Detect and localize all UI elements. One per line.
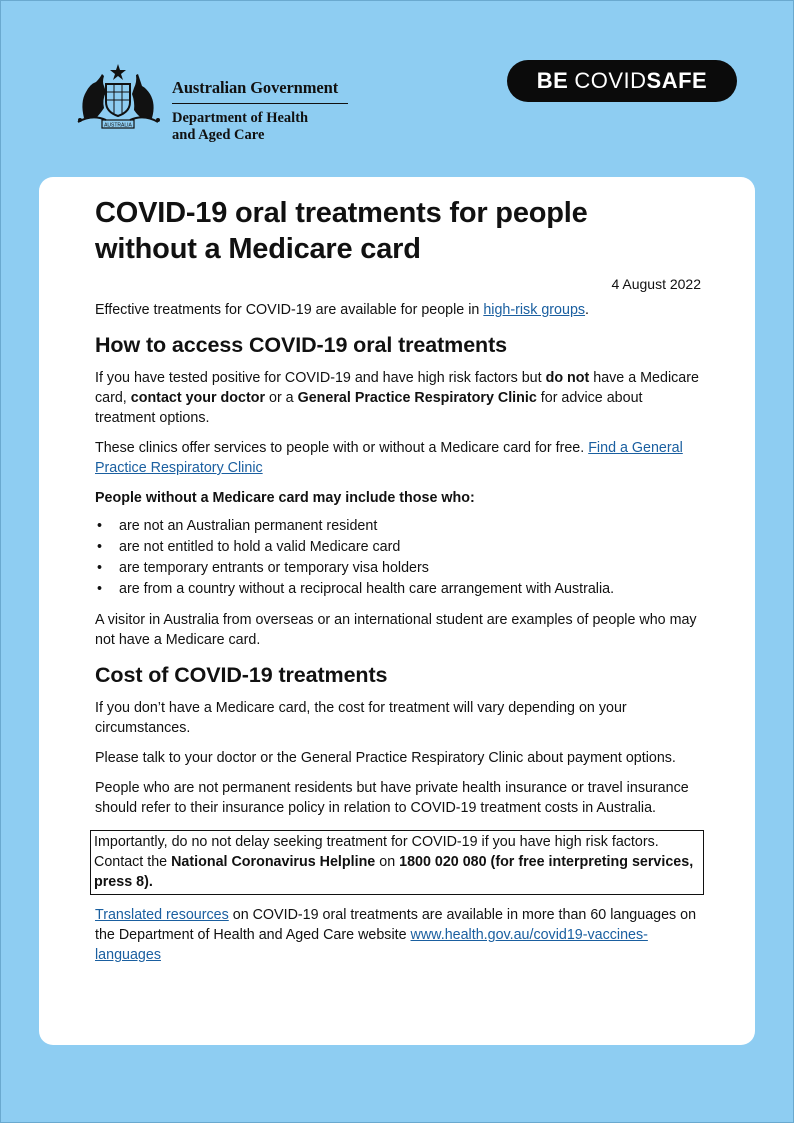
box-bold-phone: 1800 020 080 (for free interpreting services, press 8). bbox=[94, 854, 694, 890]
list-item-text: are from a country without a reciprocal health care arrangement with Australia. bbox=[119, 581, 615, 597]
document-body bbox=[95, 195, 701, 965]
insurance-paragraph: People who are not permanent residents but have private health insurance or travel insurance should refer to their insurance policy in relation to COVID-19 treatment costs in Australia. bbox=[95, 780, 689, 816]
intro-text: Effective treatments for COVID-19 are available for people in bbox=[95, 302, 484, 318]
list-item bbox=[95, 558, 701, 579]
australian-government-logo bbox=[72, 62, 362, 143]
title-line-2: without a Medicare card bbox=[95, 233, 421, 265]
intro-paragraph bbox=[95, 300, 701, 320]
section-heading-cost: Cost of COVID-19 treatments bbox=[95, 663, 388, 687]
list-item bbox=[95, 579, 701, 600]
translated-resources-link[interactable]: Translated resources bbox=[95, 907, 229, 923]
list-item-text: are not an Australian permanent resident bbox=[119, 518, 378, 534]
payment-paragraph: Please talk to your doctor or the General Practice Respiratory Clinic about payment options. bbox=[95, 750, 676, 766]
p1-text-a: If you have tested positive for COVID-19 and have high risk factors but bbox=[95, 370, 546, 386]
list-item bbox=[95, 516, 701, 537]
covidsafe-be: BE bbox=[536, 68, 569, 93]
languages-url-link[interactable]: www.health.gov.au/covid19-vaccines-languages bbox=[95, 927, 648, 963]
list-item-text: are temporary entrants or temporary visa holders bbox=[119, 560, 429, 576]
cost-paragraph: If you don’t have a Medicare card, the cost for treatment will vary depending on your circumstances. bbox=[95, 700, 627, 736]
p2-text: These clinics offer services to people with or without a Medicare card for free. bbox=[95, 440, 589, 456]
dept-line-1: Department of Health bbox=[172, 110, 309, 126]
p1-text-e: or a bbox=[265, 390, 298, 406]
p1-bold-clinic: General Practice Respiratory Clinic bbox=[297, 390, 537, 406]
box-bold-helpline: National Coronavirus Helpline bbox=[171, 854, 376, 870]
eligibility-list bbox=[95, 516, 701, 600]
list-heading bbox=[95, 488, 701, 508]
title-line-1: COVID-19 oral treatments for people bbox=[95, 197, 588, 229]
bullet-icon: • bbox=[97, 560, 103, 576]
high-risk-groups-link[interactable]: high-risk groups bbox=[483, 302, 586, 318]
be-covidsafe-badge bbox=[507, 60, 737, 102]
list-item-text: are not entitled to hold a valid Medicare card bbox=[119, 539, 401, 555]
p1-text-c: have a Medicare card, bbox=[95, 370, 699, 406]
p1-bold-contact-doctor: contact your doctor bbox=[130, 390, 266, 406]
dept-line-2: and Aged Care bbox=[172, 127, 265, 143]
translated-resources-paragraph bbox=[95, 905, 701, 965]
covidsafe-safe: SAFE bbox=[646, 68, 708, 93]
helpline-notice-box bbox=[90, 830, 704, 895]
gov-title: Australian Government bbox=[172, 78, 348, 104]
section-heading-access: How to access COVID-19 oral treatments bbox=[95, 333, 508, 357]
p7-text: on COVID-19 oral treatments are available in more than 60 languages on the Department of Health and Aged Care website bbox=[95, 907, 697, 943]
bullet-icon: • bbox=[97, 539, 103, 555]
bullet-icon: • bbox=[97, 518, 103, 534]
gov-text-block bbox=[172, 78, 348, 144]
box-text-c: on bbox=[375, 854, 400, 870]
p1-bold-do-not: do not bbox=[545, 370, 590, 386]
covidsafe-covid: COVID bbox=[574, 68, 647, 93]
intro-end: . bbox=[585, 302, 590, 318]
list-item bbox=[95, 537, 701, 558]
list-heading-text: People without a Medicare card may include those who: bbox=[95, 490, 475, 506]
crest-motto: AUSTRALIA bbox=[104, 122, 132, 129]
p1-text-g: for advice about treatment options. bbox=[95, 390, 643, 426]
box-text-a: Importantly, do no not delay seeking treatment for COVID-19 if you have high risk factors. Contact the bbox=[94, 834, 659, 870]
coat-of-arms-icon bbox=[72, 62, 164, 132]
page-title bbox=[95, 195, 701, 267]
clinics-paragraph bbox=[95, 438, 701, 478]
visitor-paragraph: A visitor in Australia from overseas or an international student are examples of people who may not have a Medicare card. bbox=[95, 612, 697, 648]
find-clinic-link[interactable]: Find a General Practice Respiratory Clinic bbox=[95, 440, 683, 476]
publish-date: 4 August 2022 bbox=[611, 276, 701, 292]
content-card bbox=[39, 177, 755, 1045]
access-paragraph bbox=[95, 368, 701, 428]
bullet-icon: • bbox=[97, 581, 103, 597]
